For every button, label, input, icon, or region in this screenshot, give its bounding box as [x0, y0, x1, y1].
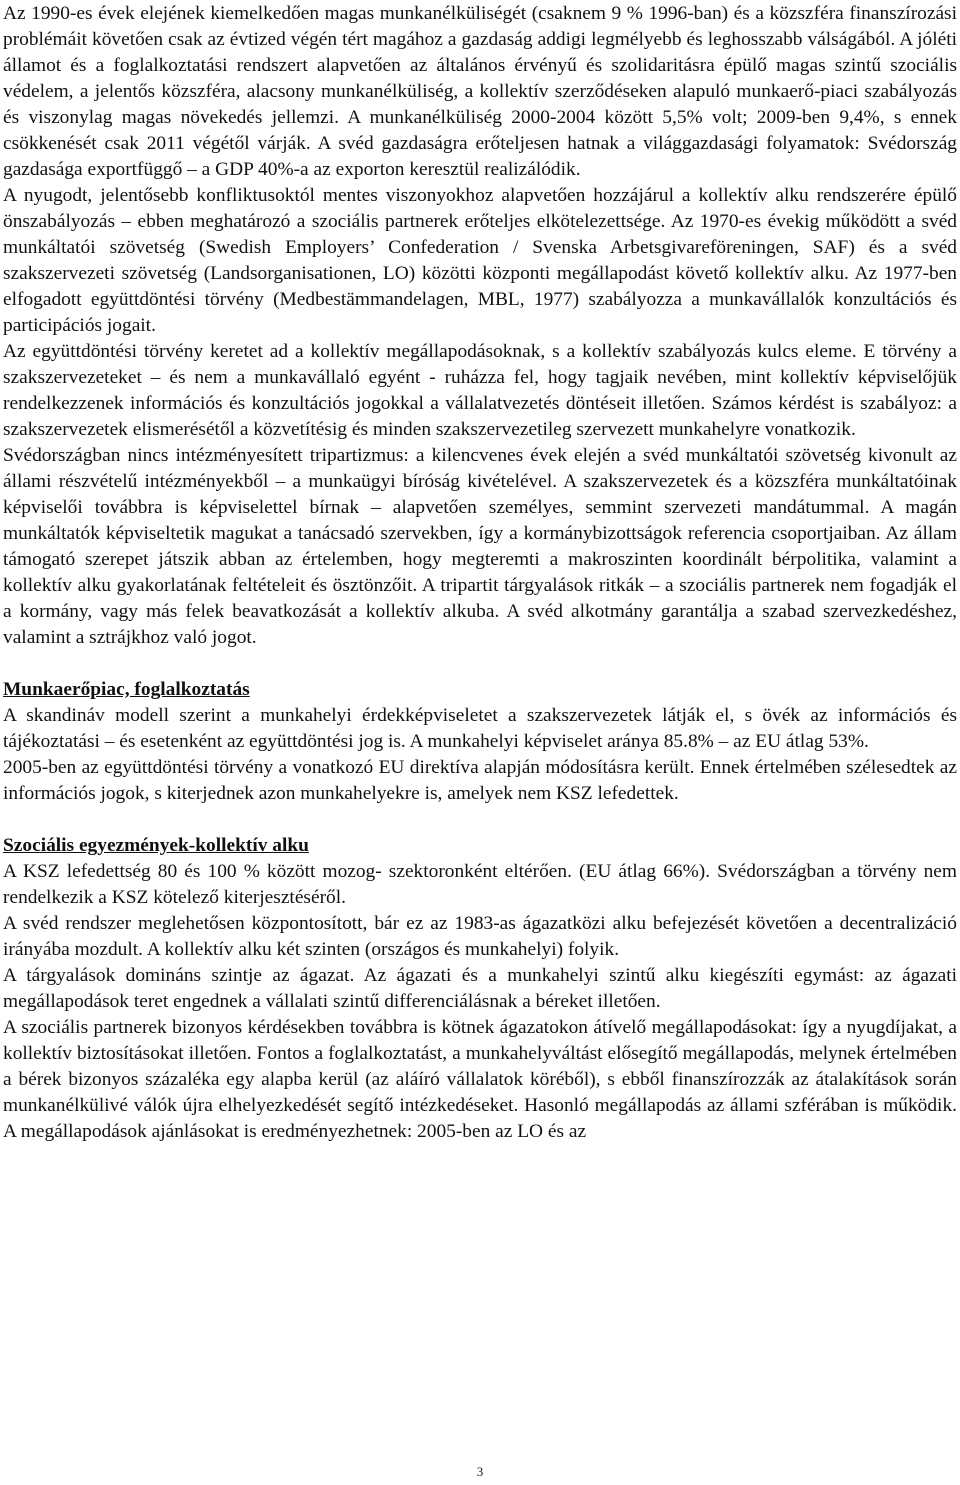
paragraph: Az együttdöntési törvény keretet ad a kollektív megállapodásoknak, s a kollektív szabályozás kulcs eleme. E törvény a szakszervezeteket – és nem a munkavállaló egyént - ruházza fel, hogy tagjaik nevében, mint kollektív képviselőjük rendelkezzenek információs és konzultációs jogokkal a vállalatvezetés döntéseit illetően. Számos kérdést is szabályoz: a szakszervezetek elismerésétől a közvetítésig és minden szakszervezetileg szervezett munkahelyre vonatkozik. — [3, 341, 957, 440]
paragraph: Az 1990-es évek elejének kiemelkedően magas munkanélküliségét (csaknem 9 % 1996-ban) és a közszféra finanszírozási problémáit követően csak az évtized végén tért magához a gazdaság addigi legmélyebb és leghosszabb válságából. A jóléti államot és a foglalkoztatási rendszert alapvetően az általános érvényű és szolidaritásra épülő magas szintű szociális védelem, a jelentős közszféra, alacsony munkanélküliség, a kollektív szerződéseken alapuló munkaerő-piaci szabályozás és viszonylag magas növekedés jellemzi. A munkanélküliség 2000-2004 között 5,5% volt; 2009-ben 9,4%, s ennek csökkenését csak 2011 végétől várják. A svéd gazdaságra erőteljesen hatnak a világgazdasági folyamatok: Svédország gazdasága exportfüggő – a GDP 40%-a az exporton keresztül realizálódik. — [3, 3, 957, 180]
paragraph: 2005-ben az együttdöntési törvény a vonatkozó EU direktíva alapján módosításra került. Ennek értelmében szélesedtek az információs jogok, s kiterjednek azon munkahelyekre is, amelyek nem KSZ lefedettek. — [3, 757, 957, 804]
section-heading-munkaeropiac: Munkaerőpiac, foglalkoztatás — [3, 679, 250, 700]
paragraph: A nyugodt, jelentősebb konfliktusoktól mentes viszonyokhoz alapvetően hozzájárul a kollektív alku rendszerére épülő önszabályozás – ebben meghatározó a szociális partnerek erőteljes elkötelezettsége. Az 1970-es évekig működött a svéd munkáltatói szövetség (Swedish Employers’ Confederation / Svenska Arbetsgivareföreningen, SAF) és a svéd szakszervezeti szövetség (Landsorganisationen, LO) közötti központi megállapodást követő kollektív alku. Az 1977-ben elfogadott együttdöntési törvény (Medbestämmandelagen, MBL, 1977) szabályozza a munkavállalók konzultációs és participációs jogait. — [3, 185, 957, 336]
spacer — [3, 651, 957, 677]
paragraph: Svédországban nincs intézményesített tripartizmus: a kilencvenes évek elején a svéd munkáltatói szövetség kivonult az állami részvételű intézményekből – a munkaügyi bíróság kivételével. A szakszervezetek és a közszféra munkáltatóinak képviselői továbbra is képviselettel bírnak – alapvetően személyes, semmint szervezeti mandátummal. A magán munkáltatók képviseltetik magukat a tanácsadó szervekben, így a kormánybizottságok referencia csoportjaiban. Az állam támogató szerepet játszik abban az értelemben, hogy megteremti a makroszinten koordinált bérpolitika, valamint a kollektív alku gyakorlatának feltételeit és ösztönzőit. A tripartit tárgyalások ritkák – a szociális partnerek nem fogadják el a kormány, vagy más felek beavatkozását a kollektív alkuba. A svéd alkotmány garantálja a szabad szervezkedéshez, valamint a sztrájkhoz való jogot. — [3, 445, 957, 648]
section-heading-kollektiv-alku: Szociális egyezmények-kollektív alku — [3, 835, 309, 856]
paragraph: A KSZ lefedettség 80 és 100 % között mozog- szektoronként eltérően. (EU átlag 66%). Svédországban a törvény nem rendelkezik a KSZ kötelező kiterjesztéséről. — [3, 861, 957, 908]
page-number: 3 — [476, 1464, 484, 1479]
spacer — [3, 807, 957, 833]
paragraph: A tárgyalások domináns szintje az ágazat. Az ágazati és a munkahelyi szintű alku kiegészíti egymást: az ágazati megállapodások teret engednek a vállalati szintű differenciálásnak a béreket illetően. — [3, 965, 957, 1012]
document-page — [3, 0, 957, 1145]
paragraph: A szociális partnerek bizonyos kérdésekben továbbra is kötnek ágazatokon átívelő megállapodásokat: így a nyugdíjakat, a kollektív biztosításokat illetően. Fontos a foglalkoztatást, a munkahelyváltást elősegítő megállapodás, melynek értelmében a bérek bizonyos százaléka egy alapba kerül (az aláíró vállalatok köréből), s ebből finanszírozzák az átalakítások során munkanélkülivé válók újra elhelyezkedését segítő intézkedéseket. Hasonló megállapodás az állami szférában is működik. A megállapodások ajánlásokat is eredményezhetnek: 2005-ben az LO és az — [3, 1017, 957, 1142]
paragraph: A skandináv modell szerint a munkahelyi érdekképviseletet a szakszervezetek látják el, s övék az információs és tájékoztatási – és esetenként az együttdöntési jog is. A munkahelyi képviselet aránya 85.8% – az EU átlag 53%. — [3, 705, 957, 752]
paragraph: A svéd rendszer meglehetősen központosított, bár ez az 1983-as ágazatközi alku befejezését követően a decentralizáció irányába mozdult. A kollektív alku két szinten (országos és munkahelyi) folyik. — [3, 913, 957, 960]
